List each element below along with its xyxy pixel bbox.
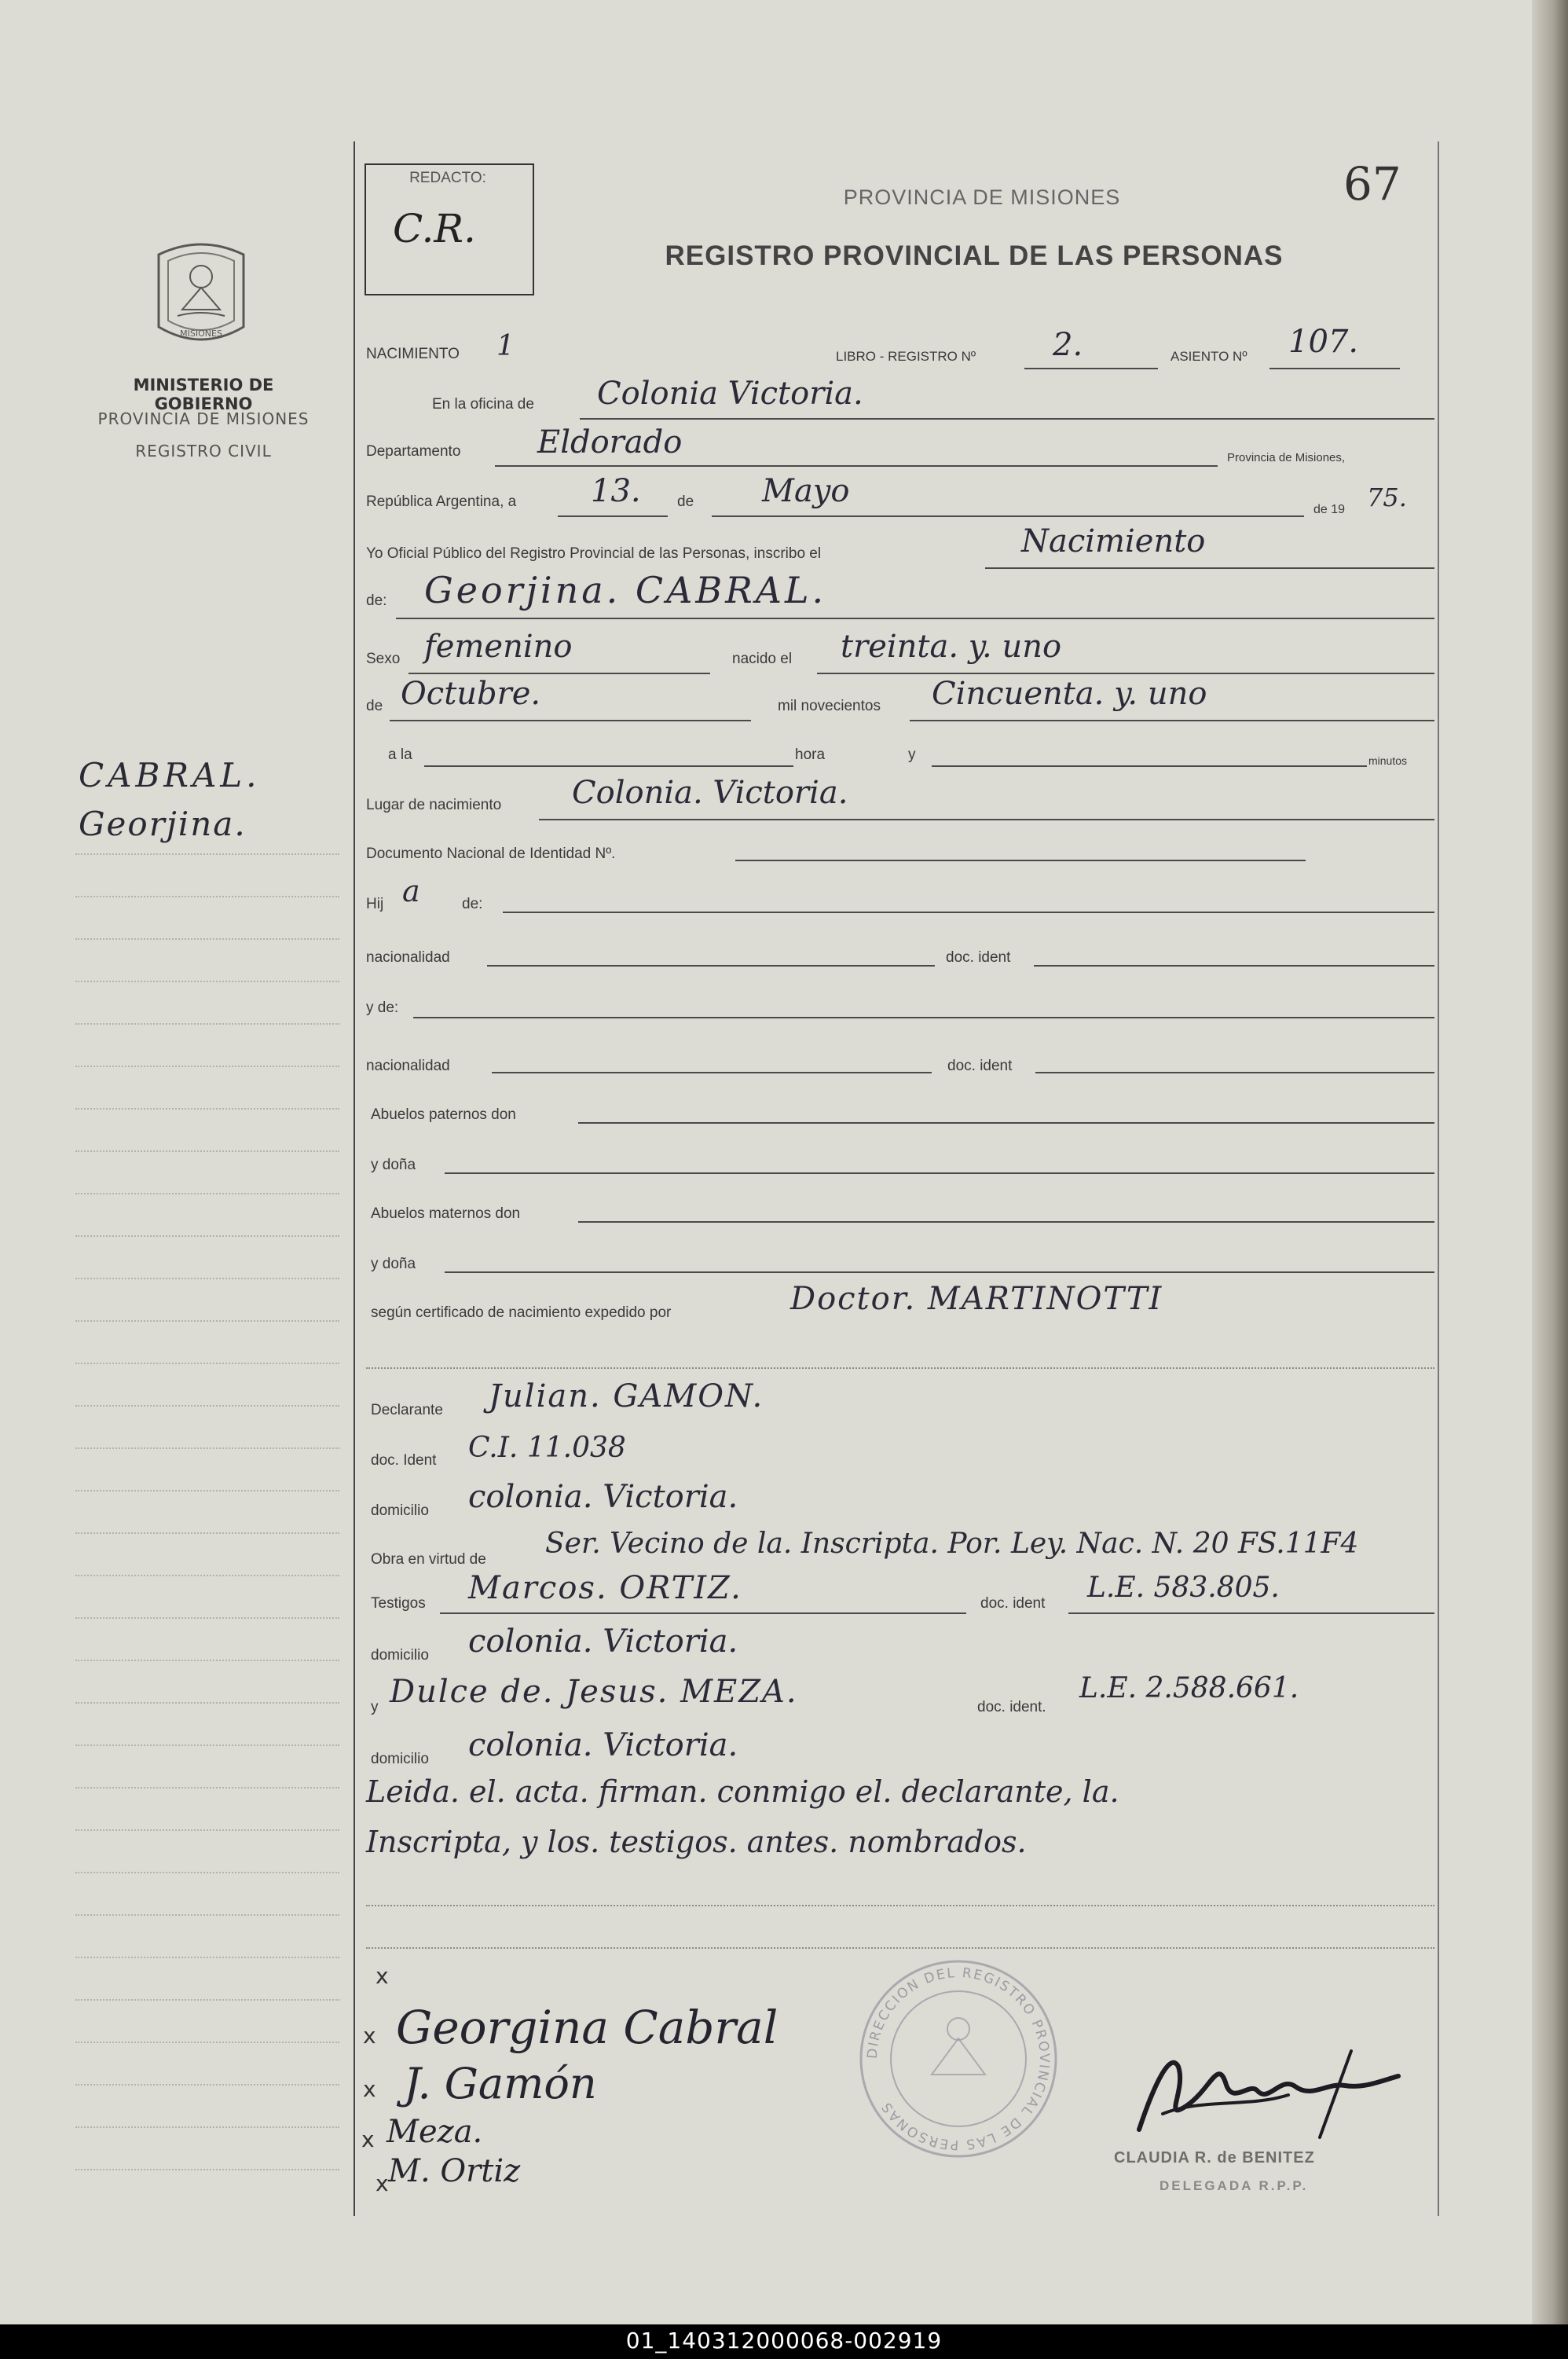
departamento-value: Eldorado: [537, 424, 683, 460]
testigo-1-doc-underline: [1068, 1612, 1434, 1614]
nacimiento-label: NACIMIENTO: [366, 346, 460, 362]
form-frame-right: [1438, 141, 1439, 2216]
lugar-label: Lugar de nacimiento: [366, 797, 502, 813]
yo-oficial-underline: [985, 567, 1434, 569]
margin-rule: [75, 1447, 339, 1449]
ministry-office: REGISTRO CIVIL: [135, 442, 272, 460]
fecha-anio: 75.: [1367, 482, 1407, 512]
sexo-label: Sexo: [366, 651, 401, 667]
margin-rule: [75, 1108, 339, 1110]
abuelos-maternos-label: Abuelos maternos don: [371, 1205, 521, 1222]
signature-mark: x: [363, 2076, 376, 2102]
cierre-linea-1: Leida. el. acta. firman. conmigo el. declarante, la.: [366, 1774, 1119, 1809]
testigo-2-doc-label: doc. ident.: [977, 1699, 1046, 1715]
persona-nombre: Georjina. CABRAL.: [424, 569, 827, 611]
oficina-value: Colonia Victoria.: [597, 376, 863, 412]
margin-rule: [75, 1575, 339, 1576]
persona-underline: [396, 618, 1434, 619]
sexo-underline: [408, 673, 710, 674]
margin-rule: [75, 1829, 339, 1831]
margin-rule: [75, 2042, 339, 2043]
minutos-label: minutos: [1368, 754, 1408, 767]
anio-nacimiento-underline: [910, 720, 1434, 721]
libro-underline: [1024, 368, 1158, 369]
oficina-label: En la oficina de: [432, 396, 534, 413]
stamp-text: DIRECCION DEL REGISTRO PROVINCIAL DE LAS PERSONAS: [864, 1965, 1053, 2153]
province-heading: PROVINCIA DE MISIONES: [843, 185, 1121, 209]
documento-label: Documento Nacional de Identidad Nº.: [366, 846, 616, 862]
paper-edge: [1532, 0, 1568, 2324]
hora-label: hora: [795, 747, 826, 763]
margin-note-given-name: Georjina.: [79, 805, 247, 843]
margin-rule: [75, 1660, 339, 1661]
obra-label: Obra en virtud de: [371, 1551, 486, 1568]
firma-testigo-ortiz: M. Ortiz: [388, 2153, 521, 2189]
hora-underline: [424, 765, 793, 767]
redacto-initials: C.R.: [393, 206, 476, 251]
margin-rule: [75, 896, 339, 897]
nacionalidad-2-underline: [492, 1072, 932, 1073]
y-de-underline: [413, 1017, 1434, 1018]
provincia-suffix: Provincia de Misiones,: [1227, 451, 1346, 464]
testigo-1-doc-label: doc. ident: [980, 1595, 1046, 1612]
mil-novecientos-label: mil novecientos: [778, 698, 881, 714]
margin-rule: [75, 1278, 339, 1279]
declarante-label: Declarante: [371, 1402, 443, 1418]
documento-underline: [735, 860, 1306, 861]
margin-rule: [75, 1066, 339, 1067]
asiento-label: ASIENTO Nº: [1171, 349, 1247, 364]
domicilio-2-label: domicilio: [371, 1647, 429, 1664]
margin-rule: [75, 1490, 339, 1491]
firma-declarante: J. Gamón: [404, 2059, 597, 2108]
margin-rule: [75, 1999, 339, 2001]
official-name: CLAUDIA R. de BENITEZ: [1114, 2149, 1315, 2166]
margin-rule: [75, 2169, 339, 2170]
blank-line: [366, 1367, 1434, 1369]
cierre-linea-2: Inscripta, y los. testigos. antes. nombrados.: [366, 1825, 1027, 1859]
anio-nacimiento: Cincuenta. y. uno: [932, 676, 1207, 712]
yo-oficial-label: Yo Oficial Público del Registro Provincial de las Personas, inscribo el: [366, 545, 822, 562]
oficina-underline: [580, 418, 1434, 420]
margin-rule: [75, 1193, 339, 1194]
svg-text:DIRECCION DEL REGISTRO PROVINC: [865, 1965, 1052, 2152]
margin-rule: [75, 1744, 339, 1746]
official-signature-icon: [1131, 2035, 1414, 2145]
doc-ident-2-underline: [1035, 1072, 1434, 1073]
hijo-underline: [503, 912, 1434, 913]
testigo-2-nombre: Dulce de. Jesus. MEZA.: [390, 1674, 798, 1710]
libro-label: LIBRO - REGISTRO Nº: [836, 349, 976, 364]
margin-rule: [75, 1617, 339, 1619]
signature-mark: x: [361, 2126, 375, 2152]
doc-ident-1-underline: [1034, 965, 1434, 967]
doc-ident-declarante-value: C.I. 11.038: [468, 1432, 626, 1464]
provincial-seal-icon: [143, 234, 259, 352]
margin-rule: [75, 2084, 339, 2086]
signature-mark: x: [376, 2170, 389, 2196]
margin-rule: [75, 938, 339, 940]
margin-rule: [75, 1532, 339, 1534]
mes-nacimiento-underline: [390, 720, 751, 721]
margin-rule: [75, 1957, 339, 1958]
page-number: 67: [1343, 157, 1401, 211]
blank-line: [366, 1905, 1434, 1906]
margin-rule: [75, 1320, 339, 1322]
yo-oficial-value: Nacimiento: [1021, 523, 1206, 559]
abuelos-maternos-underline: [578, 1221, 1434, 1223]
fecha-anio-prefijo: de 19: [1313, 503, 1346, 516]
margin-rule: [75, 1405, 339, 1407]
declarante-value: Julian. GAMON.: [489, 1378, 764, 1414]
testigos-label: Testigos: [371, 1595, 426, 1612]
official-title: DELEGADA R.P.P.: [1160, 2178, 1309, 2193]
margin-rule: [75, 1023, 339, 1025]
nacionalidad-1-underline: [487, 965, 935, 967]
redacto-label: REDACTO:: [409, 170, 486, 186]
mes-underline: [712, 515, 1304, 517]
mes-nacimiento-label: de: [366, 698, 383, 714]
persona-de-label: de:: [366, 593, 387, 609]
hijo-label: Hij: [366, 896, 384, 912]
asiento-underline: [1269, 368, 1400, 369]
blank-line: [366, 1947, 1434, 1949]
y-label: y: [908, 747, 916, 763]
dia-underline: [558, 515, 668, 517]
domicilio-3-label: domicilio: [371, 1751, 429, 1767]
firma-testigo-meza: Meza.: [387, 2114, 483, 2150]
margin-rule: [75, 981, 339, 982]
sexo-value: femenino: [424, 629, 573, 665]
margin-rule: [75, 1702, 339, 1704]
seal-text: MISIONES: [180, 328, 222, 339]
lugar-underline: [539, 819, 1434, 820]
testigos-underline: [440, 1612, 966, 1614]
doc-ident-2-label: doc. ident: [947, 1058, 1013, 1074]
domicilio-1-value: colonia. Victoria.: [468, 1479, 738, 1515]
margin-rule: [75, 1150, 339, 1152]
y-dona-1-label: y doña: [371, 1157, 416, 1173]
lugar-value: Colonia. Victoria.: [572, 775, 848, 811]
margin-note-surname: CABRAL.: [79, 756, 261, 794]
certificado-medico: Doctor. MARTINOTTI: [790, 1281, 1163, 1317]
ministry-name: MINISTERIO DE GOBIERNO: [133, 376, 274, 413]
departamento-label: Departamento: [366, 443, 461, 460]
asiento-value: 107.: [1288, 324, 1359, 360]
registry-title: REGISTRO PROVINCIAL DE LAS PERSONAS: [665, 240, 1284, 271]
signature-mark: x: [376, 1963, 389, 1989]
hijo-genero: a: [402, 874, 420, 908]
margin-rule: [75, 853, 339, 855]
margin-rule: [75, 2126, 339, 2128]
libro-value: 2.: [1053, 327, 1083, 363]
fecha-de: de: [677, 493, 694, 510]
signature-mark: x: [363, 2023, 376, 2049]
margin-rule: [75, 1914, 339, 1916]
mes-nacimiento: Octubre.: [401, 676, 541, 712]
y-de-label: y de:: [366, 1000, 399, 1016]
nacimiento-value: 1: [496, 330, 515, 362]
abuelos-paternos-underline: [578, 1122, 1434, 1124]
domicilio-3-value: colonia. Victoria.: [468, 1727, 738, 1763]
registry-stamp-icon: [856, 1957, 1061, 2161]
margin-rule: [75, 1872, 339, 1873]
testigo-2-label: y: [371, 1699, 379, 1715]
y-dona-2-underline: [445, 1271, 1434, 1273]
departamento-underline: [495, 465, 1218, 467]
nacionalidad-2-label: nacionalidad: [366, 1058, 450, 1074]
obra-value: Ser. Vecino de la. Inscripta. Por. Ley. Nac. N. 20 FS.11F4: [545, 1528, 1359, 1560]
fecha-label: República Argentina, a: [366, 493, 517, 510]
image-caption: 01_140312000068-002919: [625, 2328, 943, 2353]
nacido-dia: treinta. y. uno: [841, 629, 1062, 665]
hijo-de-label: de:: [462, 896, 483, 912]
margin-rule: [75, 1363, 339, 1364]
domicilio-1-label: domicilio: [371, 1502, 429, 1519]
nacido-label: nacido el: [732, 651, 793, 667]
form-frame-left: [354, 141, 355, 2216]
testigo-2-doc-value: L.E. 2.588.661.: [1079, 1672, 1299, 1704]
fecha-mes: Mayo: [762, 473, 850, 509]
ministry-province: PROVINCIA DE MISIONES: [97, 409, 310, 428]
abuelos-paternos-label: Abuelos paternos don: [371, 1106, 516, 1123]
doc-ident-1-label: doc. ident: [946, 949, 1011, 966]
a-la-label: a la: [388, 747, 412, 763]
fecha-dia: 13.: [591, 473, 641, 509]
minutos-underline: [932, 765, 1367, 767]
y-dona-2-label: y doña: [371, 1256, 416, 1272]
testigo-1-doc-value: L.E. 583.805.: [1087, 1572, 1280, 1604]
margin-rule: [75, 1787, 339, 1789]
nacido-underline: [817, 673, 1434, 674]
firma-inscripta: Georgina Cabral: [396, 2001, 779, 2054]
y-dona-1-underline: [445, 1172, 1434, 1174]
nacionalidad-1-label: nacionalidad: [366, 949, 450, 966]
testigo-1-nombre: Marcos. ORTIZ.: [468, 1570, 742, 1606]
margin-rule: [75, 1235, 339, 1237]
doc-ident-declarante-label: doc. Ident: [371, 1452, 437, 1469]
certificado-label: según certificado de nacimiento expedido por: [371, 1304, 672, 1321]
domicilio-2-value: colonia. Victoria.: [468, 1623, 738, 1660]
